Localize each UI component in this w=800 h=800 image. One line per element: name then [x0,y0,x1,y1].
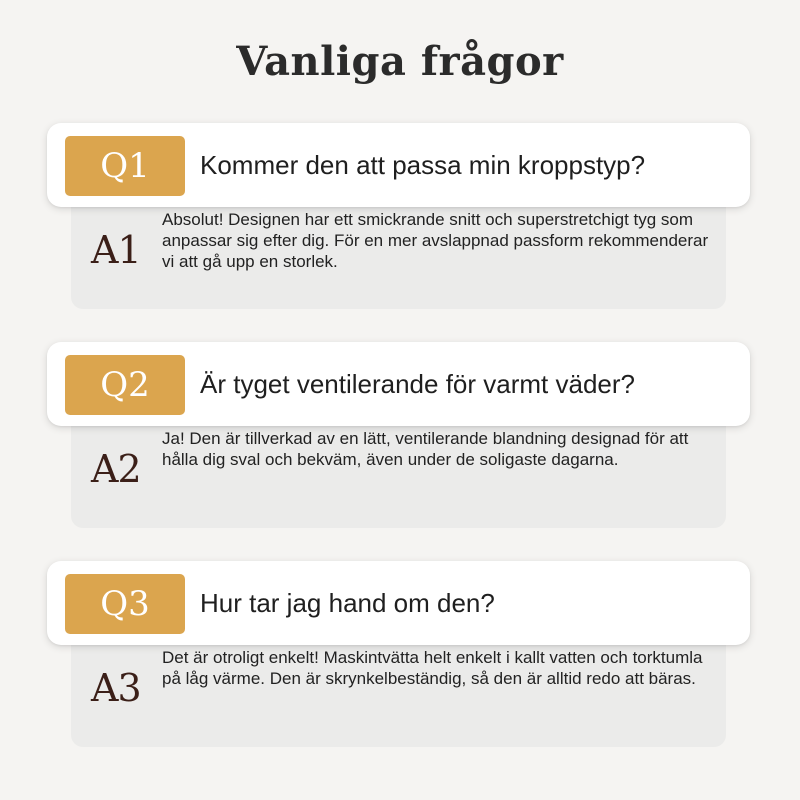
page-title: Vanliga frågor [236,38,564,85]
answer-label: A2 [91,447,141,491]
faq-item-1 [0,123,800,323]
answer-text: Ja! Den är tillverkad av en lätt, ventilerande blandning designad för att hålla dig sval och bekväm, även under de soligaste dagarna. [162,429,689,469]
question-text: Kommer den att passa min kroppstyp? [200,150,646,180]
answer-text: Absolut! Designen har ett smickrande snitt och superstretchigt tyg som anpassar sig efter dig. För en mer avslappnad passform rekommenderar vi att gå upp en storlek. [162,210,709,271]
faq-item-3 [0,561,800,761]
question-card[interactable] [47,561,750,645]
faq-item-2 [0,342,800,542]
question-text: Är tyget ventilerande för varmt väder? [200,369,635,399]
answer-label: A1 [91,228,141,272]
answer-panel [71,410,726,528]
question-text: Hur tar jag hand om den? [200,588,495,618]
question-badge: Q2 [65,355,185,415]
answer-panel [71,191,726,309]
question-card[interactable] [47,123,750,207]
answer-text: Det är otroligt enkelt! Maskintvätta helt enkelt i kallt vatten och torktumla på låg värme. Den är skrynkelbeständig, så den är alltid redo att bäras. [162,648,703,688]
question-badge: Q3 [65,574,185,634]
answer-panel [71,629,726,747]
question-card[interactable] [47,342,750,426]
answer-label: A3 [91,666,141,710]
question-badge: Q1 [65,136,185,196]
